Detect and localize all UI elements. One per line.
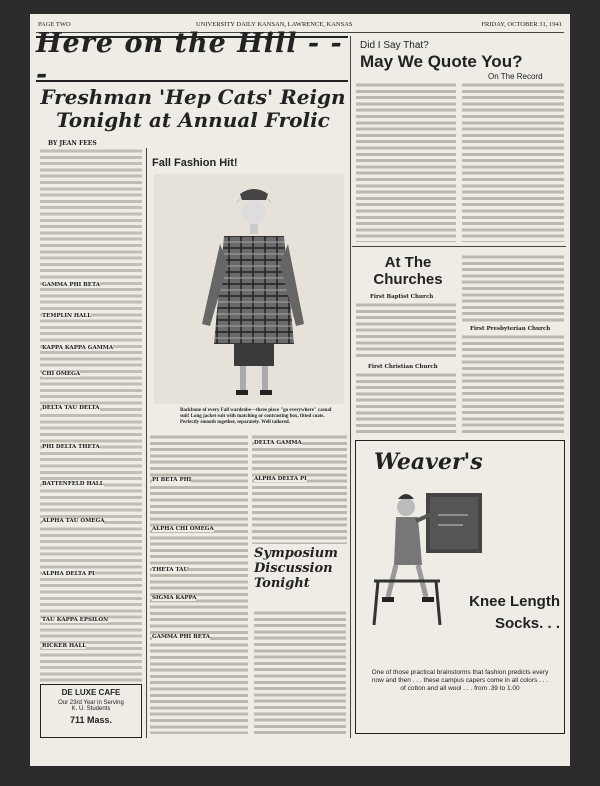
column-text-texture <box>462 82 564 242</box>
column-text-texture <box>356 82 456 242</box>
symposium-headline: Symposium Discussion Tonight <box>254 546 338 591</box>
column-text-texture <box>252 434 347 544</box>
column-text-texture <box>356 372 456 434</box>
church-name-3: First Presbyterian Church <box>470 326 551 332</box>
page-number: PAGE TWO <box>38 21 71 28</box>
cafe-phone: 711 Mass. <box>69 715 113 725</box>
issue-date: FRIDAY, OCTOBER 31, 1941 <box>481 21 562 28</box>
byline: BY JEAN FEES <box>48 140 97 147</box>
cafe-line2: K. U. Students <box>71 706 111 712</box>
fashion-title: Fall Fashion Hit! <box>152 157 238 169</box>
social-head-3: KAPPA KAPPA GAMMA <box>42 345 114 351</box>
column-text-texture <box>462 334 564 434</box>
feature-headline: Freshman 'Hep Cats' Reign Tonight at Annual Frolic <box>40 85 346 132</box>
weavers-ad <box>355 440 565 734</box>
social-head-7: BATTENFELD HALL <box>42 481 104 487</box>
social-head-17: DELTA GAMMA <box>254 440 302 446</box>
church-name-2: First Christian Church <box>368 364 438 370</box>
column-text-texture <box>356 302 456 360</box>
social-head-13: ALPHA CHI OMEGA <box>152 526 214 532</box>
deluxe-cafe-ad <box>40 684 142 738</box>
product-name: Knee Length Socks. . . <box>469 593 560 632</box>
social-head-12: PI BETA PHI <box>152 477 192 483</box>
quote-kicker: Did I Say That? <box>360 40 429 51</box>
social-head-8: ALPHA TAU OMEGA <box>42 518 105 524</box>
store-name: Weaver's <box>374 449 483 475</box>
cafe-name: DE LUXE CAFE <box>61 688 121 697</box>
quote-headline: May We Quote You? <box>360 52 523 71</box>
social-head-1: GAMMA PHI BETA <box>42 282 101 288</box>
churches-title: At The Churches <box>373 254 443 288</box>
social-head-18: ALPHA DELTA PI <box>254 476 307 482</box>
social-head-16: GAMMA PHI BETA <box>152 634 211 640</box>
social-head-4: CHI OMEGA <box>42 371 81 377</box>
column-text-texture <box>40 148 142 683</box>
column-rule <box>350 36 351 738</box>
newspaper-page <box>30 14 570 766</box>
fashion-illustration <box>154 174 344 404</box>
church-name-1: First Baptist Church <box>370 294 434 300</box>
paper-name: UNIVERSITY DAILY KANSAN, LAWRENCE, KANSAS <box>196 21 353 28</box>
fashion-caption: Backbone of every Fall wardrobe—three piece "go everywhere" casual suit! Long jacket suit with matching or contrasting box, fitted coats. Perfectly smooth together, separately. Well tailored. <box>180 408 332 425</box>
social-head-11: RICKER HALL <box>42 643 87 649</box>
section-rule <box>352 246 566 247</box>
quote-sub: On The Record <box>488 72 543 81</box>
column-text-texture <box>462 254 564 322</box>
social-head-10: TAU KAPPA EPSILON <box>42 617 109 623</box>
ad-copy: One of those practical brainstorms that fashion predicts every now and then . . . these campus capers come in all colors . . . of cotton and all wool . . . from .39 to 1.00 <box>371 669 549 692</box>
social-head-6: PHI DELTA THETA <box>42 444 100 450</box>
social-head-2: TEMPLIN HALL <box>42 313 92 319</box>
social-head-15: SIGMA KAPPA <box>152 595 197 601</box>
cafe-line1: Our 23rd Year in Serving <box>58 700 124 706</box>
column-rule <box>146 148 147 738</box>
social-head-5: DELTA TAU DELTA <box>42 405 100 411</box>
social-head-14: THETA TAU <box>152 567 189 573</box>
section-banner: Here on the Hill - - - <box>36 36 348 82</box>
column-text-texture <box>254 610 346 734</box>
social-head-9: ALPHA DELTA PI <box>42 571 95 577</box>
